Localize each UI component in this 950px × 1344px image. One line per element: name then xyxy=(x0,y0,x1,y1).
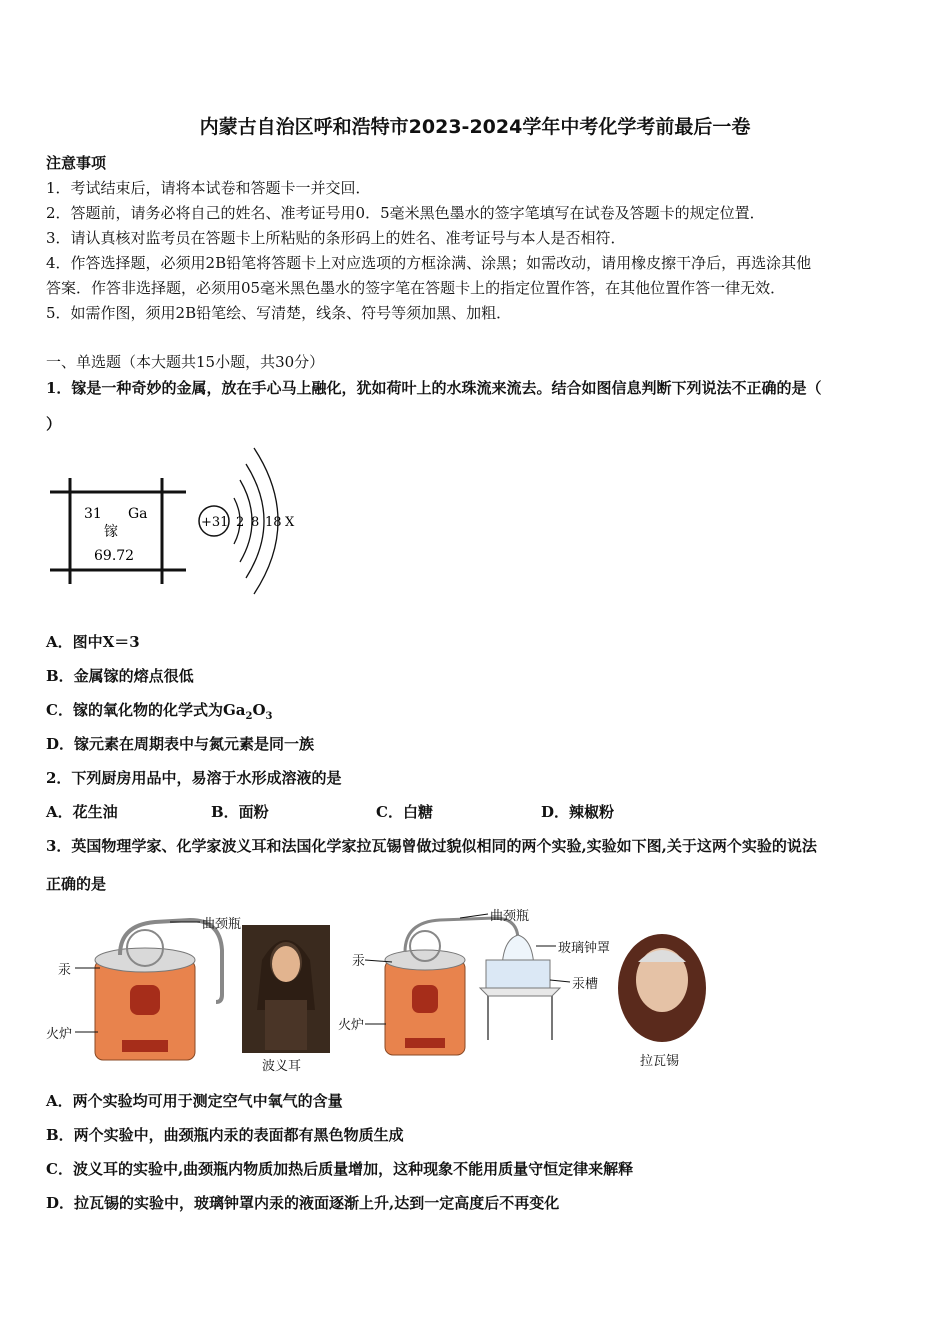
label-boyle: 波义耳 xyxy=(262,1059,302,1074)
label-flask-right: 曲颈瓶 xyxy=(490,909,530,924)
boyle-portrait xyxy=(242,925,330,1053)
q3-option-a: A．两个实验均可用于测定空气中氧气的含量 xyxy=(46,1092,343,1110)
q2-option-a: A．花生油 xyxy=(46,803,118,821)
label-bell-jar: 玻璃钟罩 xyxy=(558,941,611,956)
q1-option-c: C．镓的氧化物的化学式为$Ga_2O_3$ xyxy=(46,701,273,722)
label-furnace-right: 火炉 xyxy=(338,1018,365,1033)
bell-jar-setup xyxy=(480,935,560,1040)
q2-option-d: D．辣椒粉 xyxy=(541,803,615,821)
label-flask-left: 曲颈瓶 xyxy=(202,917,242,932)
notice-item: 答案．作答非选择题，必须用05毫米黑色墨水的签字笔在答题卡上的指定位置作答，在其他位置作答一律无效． xyxy=(46,279,786,297)
lavoisier-portrait xyxy=(618,934,706,1042)
label-mercury-left: 汞 xyxy=(58,963,72,978)
shell-2: 8 xyxy=(251,515,260,530)
q1-option-d: D．镓元素在周期表中与氮元素是同一族 xyxy=(46,735,315,753)
notice-item: 1．考试结束后，请将本试卷和答题卡一并交回． xyxy=(46,179,371,197)
element-symbol: Ga xyxy=(128,506,148,522)
notice-item: 4．作答选择题，必须用2B铅笔将答题卡上对应选项的方框涂满、涂黑；如需改动，请用橡皮擦干净后，再选涂其他 xyxy=(46,254,812,272)
q3-option-c: C．波义耳的实验中,曲颈瓶内物质加热后质量增加，这种现象不能用质量守恒定律来解释 xyxy=(46,1160,634,1178)
label-lavoisier: 拉瓦锡 xyxy=(640,1054,680,1069)
shell-1: 2 xyxy=(236,515,245,530)
experiment-figure xyxy=(40,900,720,1075)
q2-option-b: B．面粉 xyxy=(211,803,269,821)
notice-item: 3．请认真核对监考员在答题卡上所粘贴的条形码上的姓名、准考证号与本人是否相符． xyxy=(46,229,626,247)
page-title: 内蒙古自治区呼和浩特市2023-2024学年中考化学考前最后一卷 xyxy=(199,116,751,138)
notice-item: 2．答题前，请务必将自己的姓名、准考证号用0．5毫米黑色墨水的签字笔填写在试卷及答题卡的规定位置． xyxy=(46,204,765,222)
furnace-right xyxy=(385,950,465,1055)
label-furnace-left: 火炉 xyxy=(46,1027,73,1042)
notice-item: 5．如需作图，须用2B铅笔绘、写清楚，线条、符号等须加黑、加粗． xyxy=(46,304,512,322)
q3-option-b: B．两个实验中，曲颈瓶内汞的表面都有黑色物质生成 xyxy=(46,1126,404,1144)
label-mercury-right: 汞 xyxy=(352,954,366,969)
notice-heading: 注意事项 xyxy=(46,154,107,172)
q1-option-b: B．金属镓的熔点很低 xyxy=(46,667,194,685)
section-heading: 一、单选题（本大题共15小题，共30分） xyxy=(46,353,325,371)
q2-option-c: C．白糖 xyxy=(376,803,433,821)
atomic-number: 31 xyxy=(84,506,102,522)
q1-option-a: A．图中X＝3 xyxy=(46,633,140,651)
gallium-figure xyxy=(46,440,316,600)
element-cell xyxy=(50,478,186,584)
furnace-left xyxy=(95,948,195,1060)
label-mercury-trough: 汞槽 xyxy=(572,977,599,992)
q3-stem-end: 正确的是 xyxy=(46,875,107,893)
q3-stem: 3．英国物理学家、化学家波义耳和法国化学家拉瓦锡曾做过貌似相同的两个实验,实验如下图,关于这两个实验的说法 xyxy=(46,837,817,855)
shell-4: X xyxy=(285,515,295,530)
q2-stem: 2．下列厨房用品中，易溶于水形成溶液的是 xyxy=(46,769,342,787)
element-name: 镓 xyxy=(104,524,118,540)
shell-3: 18 xyxy=(265,515,282,530)
atomic-mass: 69.72 xyxy=(94,548,135,564)
q1-stem-end: ） xyxy=(46,415,62,433)
q3-option-d: D．拉瓦锡的实验中，玻璃钟罩内汞的液面逐渐上升,达到一定高度后不再变化 xyxy=(46,1194,560,1212)
nuclear-charge: +31 xyxy=(201,515,229,530)
q1-stem: 1．镓是一种奇妙的金属，放在手心马上融化，犹如荷叶上的水珠流来流去。结合如图信息判断下列说法不正确的是（ xyxy=(46,379,822,397)
